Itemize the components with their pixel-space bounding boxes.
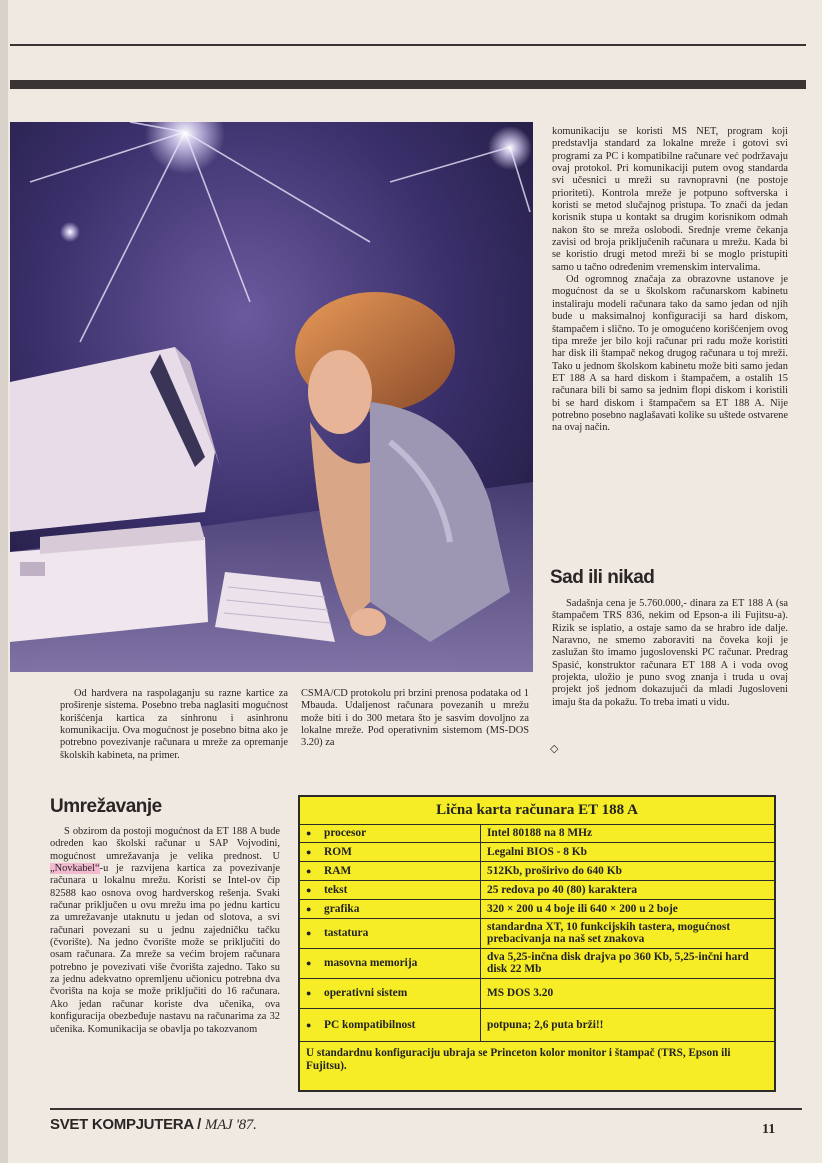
spec-label-text: masovna memorija bbox=[324, 957, 418, 969]
spec-table bbox=[300, 825, 774, 1042]
spec-row bbox=[300, 861, 774, 880]
page-number: 11 bbox=[762, 1122, 776, 1137]
spec-value: potpuna; 2,6 puta brži!! bbox=[481, 1008, 775, 1041]
bullet-icon: ● bbox=[306, 903, 312, 914]
spec-row bbox=[300, 1008, 774, 1041]
end-mark-icon: ◇ bbox=[550, 743, 559, 755]
section-heading-sad-ili-nikad: Sad ili nikad bbox=[550, 567, 655, 588]
spec-label bbox=[300, 978, 481, 1008]
spec-label-text: procesor bbox=[324, 827, 367, 840]
spec-value: standardna XT, 10 funkcijskih tastera, mogućnost prebacivanja na naš set znakova bbox=[481, 918, 775, 948]
paragraph: Od hardvera na raspolaganju su razne kartice za proširenje sistema. Posebno treba naglasiti mogućnost korišćenja kartica za sinhronu i asinhronu komunikaciju. Ova mogućnost je posebno bitna ako je potrebno povezivanje računara u mreže za opremanje školskih kabineta, na primer. bbox=[60, 688, 288, 761]
magazine-issue: MAJ '87. bbox=[204, 1117, 257, 1133]
top-rule-thin bbox=[10, 44, 806, 46]
bottom-column-2 bbox=[301, 688, 529, 750]
bullet-icon: ● bbox=[306, 828, 312, 839]
sad-ili-nikad-text bbox=[552, 598, 788, 709]
spec-label-text: RAM bbox=[324, 864, 352, 877]
spec-label bbox=[300, 861, 481, 880]
spec-row bbox=[300, 880, 774, 899]
spec-row bbox=[300, 978, 774, 1008]
photo-illustration bbox=[10, 122, 533, 672]
spec-value: Legalni BIOS - 8 Kb bbox=[481, 842, 775, 861]
spec-value: MS DOS 3.20 bbox=[481, 978, 775, 1008]
paragraph: Sadašnja cena je 5.760.000,- dinara za ET 188 A (sa štampačem TRS 836, nekim od Epson-a ili Fujitsu-a). Rizik se isplatio, a ostaje samo da se hrabro ide dalje. Naravno, ne smemo zaboraviti na čoveka koji je zaslužan što imamo jugoslovenski PC računar. Predrag Spasić, konstruktor računara ET 188 A i voda ovog projekta, uložio je puno svog znanja i truda u ovaj projekt još jednom dokazujući da mladi Jugosloveni imaju šta da pokažu. To treba imati u vidu. bbox=[552, 598, 788, 708]
bullet-icon: ● bbox=[306, 846, 312, 857]
spec-label bbox=[300, 918, 481, 948]
spec-label-text: PC kompatibilnost bbox=[324, 1018, 416, 1031]
spec-label bbox=[300, 899, 481, 918]
spec-row bbox=[300, 948, 774, 978]
umrezavanje-text bbox=[50, 826, 280, 1036]
spec-label bbox=[300, 825, 481, 842]
bullet-icon: ● bbox=[306, 928, 312, 938]
spec-label bbox=[300, 1008, 481, 1041]
bullet-icon: ● bbox=[306, 988, 312, 998]
spec-value: 25 redova po 40 (80) karaktera bbox=[481, 880, 775, 899]
spec-card-note: U standardnu konfiguraciju ubraja se Princeton kolor monitor i štampač (TRS, Epson ili Fujitsu). bbox=[306, 1046, 731, 1072]
spec-value: Intel 80188 na 8 MHz bbox=[481, 825, 775, 842]
spec-label-text: operativni sistem bbox=[324, 987, 408, 999]
spec-value: dva 5,25-inčna disk drajva po 360 Kb, 5,25-inčni hard disk 22 Mb bbox=[481, 948, 775, 978]
spec-label-text: ROM bbox=[324, 845, 352, 858]
paragraph: komunikaciju se koristi MS NET, program koji predstavlja standard za lokalne mreže i gotovi svi programi za PC i kompatibilne računare već podržavaju ovaj protokol. Pri komunikaciji putem ovog standarda svi učesnici u mreži su ravnopravni (ne postoje prioriteti). Kontrola mreže je potpuno softverska i koristi se metod slučajnog pristupa. To znači da jedan korisnik stupa u kontakt sa drugim korisnikom odmah nakon što se mreža oslobodi. Srednje vreme čekanja zavisi od broja priključenih računara u mrežu. Kada bi se koristio drugi metod mreži bi se moglo pristupiti samo u tačno određenim vremenskim intervalima. bbox=[552, 126, 788, 273]
footer-magazine-title bbox=[50, 1116, 257, 1134]
spec-label-text: grafika bbox=[324, 902, 360, 915]
spec-card-title: Lična karta računara ET 188 A bbox=[300, 797, 774, 825]
bullet-icon: ● bbox=[306, 884, 312, 895]
bullet-icon: ● bbox=[306, 958, 312, 968]
right-column-text bbox=[552, 126, 788, 435]
top-rule-thick bbox=[10, 80, 806, 89]
spec-label-text: tekst bbox=[324, 883, 348, 896]
spec-row bbox=[300, 899, 774, 918]
paragraph: Od ogromnog značaja za obrazovne ustanove je mogućnost da se u školskom računarskom kabinetu instaliraju modeli računara tako da samo jedan od njih bude u maksimalnoj konfiguraciji sa hard diskom, štampačem i slično. To je omogućeno korišćenjem ovog tipa mreže jer bilo koji računar pri radu može koristiti har disk ili štampač nekog drugog računara u toj mreži. Tako u jednom školskom kabinetu može biti samo jedan ET 188 A sa hard diskom i štampačem, a ostalih 15 računara bili bi samo sa jednim flopi diskom i koristili bi se hard diskom i štampačem sa ET 188 A. Nije potrebno posebno naglašavati kolike su uštede ostvarene na ovaj način. bbox=[552, 274, 788, 434]
spec-row bbox=[300, 825, 774, 842]
spec-label bbox=[300, 842, 481, 861]
spec-card bbox=[298, 795, 776, 1092]
spec-label bbox=[300, 880, 481, 899]
spec-row bbox=[300, 918, 774, 948]
article-photo bbox=[10, 122, 533, 672]
paragraph: CSMA/CD protokolu pri brzini prenosa podataka od 1 Mbauda. Udaljenost računara povezanih u mrežu može biti i do 300 metara što je sasvim dovoljno za lokalne mreže. Pod operativnim sistemom (MS-DOS 3.20) za bbox=[301, 688, 529, 749]
bullet-icon: ● bbox=[306, 865, 312, 876]
bottom-column-1 bbox=[60, 688, 288, 762]
spec-value: 320 × 200 u 4 boje ili 640 × 200 u 2 boje bbox=[481, 899, 775, 918]
footer-rule bbox=[50, 1108, 802, 1110]
page-edge bbox=[0, 0, 8, 1163]
section-heading-umrezavanje: Umrežavanje bbox=[50, 796, 162, 817]
text-span: S obzirom da postoji mogućnost da ET 188 A bude odreden kao školski računar u SAP Vojvodini, mogućnost umrežavanja je velika prednost. U bbox=[50, 826, 280, 862]
spec-label bbox=[300, 948, 481, 978]
highlighted-text: „Novkabel“ bbox=[50, 863, 100, 875]
bullet-icon: ● bbox=[306, 1019, 312, 1030]
paragraph bbox=[50, 826, 280, 1036]
text-span: -u je razvijena kartica za povezivanje računara u lokalnu mrežu. Koristi se Intel-ov čip 82588 kao osnova ovog hardverskog rešenja. Svaki računar priključen u ovu mrežu ima po jednu karticu za umrežavanje utaknutu u jedan od slotova, a svi računari povezani su u jednu zajedničku tačku (čvorište). Na jedno čvorište može se priključiti do osam računara. Za mreže sa većim brojem računara potrebno je povezivati više čvorišta zajedno. Tako su za jednu adekvatno opremljenu učionicu potrebna dva čvorišta na koja se može priključiti do 16 računara. Ako jedan računar koriste dva učenika, ova konfiguracija obezbeđuje nastavu na računarima za 32 učenika. Komunikacija se obavlja po takozvanom bbox=[50, 863, 280, 1035]
spec-label-text: tastatura bbox=[324, 927, 369, 939]
spec-row bbox=[300, 842, 774, 861]
magazine-name: SVET KOMPJUTERA / bbox=[50, 1116, 205, 1133]
spec-value: 512Kb, proširivo do 640 Kb bbox=[481, 861, 775, 880]
